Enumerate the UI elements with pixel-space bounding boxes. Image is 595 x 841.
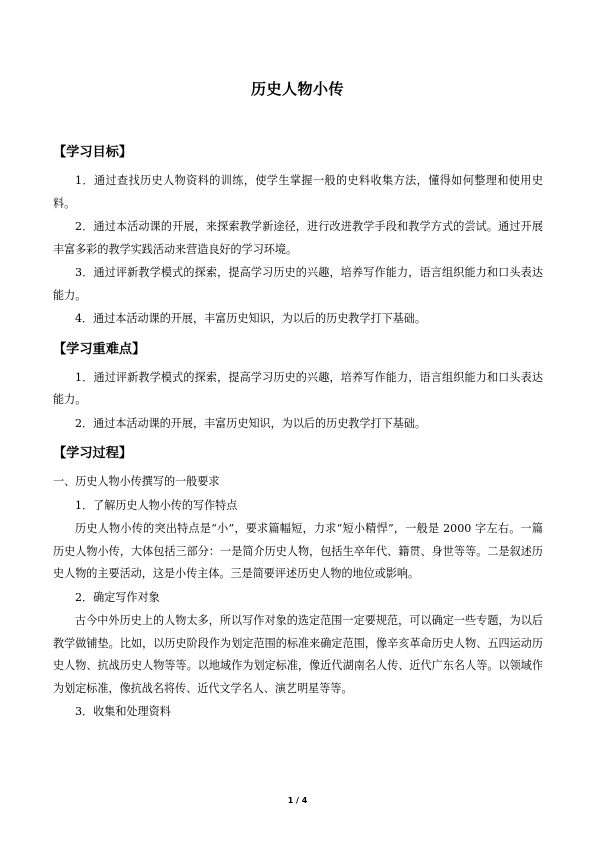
subsection-body: 古今中外历史上的人物太多，所以写作对象的选定范围一定要规范，可以确定一些专题，为以后教学做铺垫。比如，以历史阶段作为划定范围的标准来确定范围，像辛亥革命历史人物、五四运动历史人物、抗战历史人物等等。以地域作为划定标准，像近代湖南名人传、近代广东名人等。以领域作为划定标准，像抗战名将传、近代文学名人、演艺明星等等。 [53, 614, 543, 695]
section-heading-process: 【学习过程】 [53, 446, 133, 461]
objective-item: 3．通过评新教学模式的探索，提高学习历史的兴趣，培养写作能力，语言组织能力和口头表达能力。 [53, 266, 543, 302]
subsection-title: 3．收集和处理资料 [75, 705, 171, 718]
part-title: 一、历史人物小传撰写的一般要求 [53, 475, 220, 488]
key-point-item: 1．通过评新教学模式的探索，提高学习历史的兴趣，培养写作能力，语言组织能力和口头表达能力。 [53, 370, 543, 406]
document-title: 历史人物小传 [250, 80, 344, 98]
objective-item: 2．通过本活动课的开展，来探索教学新途径，进行改进教学手段和教学方式的尝试。通过开展丰富多彩的教学实践活动来营造良好的学习环境。 [53, 220, 543, 256]
subsection-title: 2．确定写作对象 [75, 590, 160, 604]
spacer [53, 332, 543, 339]
section-heading-key-points: 【学习重难点】 [53, 341, 146, 357]
subsection-body: 历史人物小传的突出特点是“小”，要求篇幅短，力求“短小精悍”，一般是 2000 字左右。一篇历史人物小传，大体包括三部分：一是简介历史人物，包括生卒年代、籍贯、身世等等。二是叙述历史人物的主要活动，这是小传主体。三是简要评述历史人物的地位或影响。 [53, 522, 543, 580]
objective-item: 4．通过本活动课的开展，丰富历史知识，为以后的历史教学打下基础。 [75, 312, 426, 325]
page-number: 1 / 4 [287, 796, 308, 805]
spacer [53, 436, 543, 443]
document-body [53, 142, 543, 725]
section-heading-objectives: 【学习目标】 [53, 145, 133, 160]
key-point-item: 2．通过本活动课的开展，丰富历史知识，为以后的历史教学打下基础。 [75, 416, 426, 430]
subsection-title: 1．了解历史人物小传的写作特点 [75, 498, 238, 512]
objective-item: 1．通过查找历史人物资料的训练，使学生掌握一般的史料收集方法，懂得如何整理和使用史料。 [53, 174, 543, 210]
